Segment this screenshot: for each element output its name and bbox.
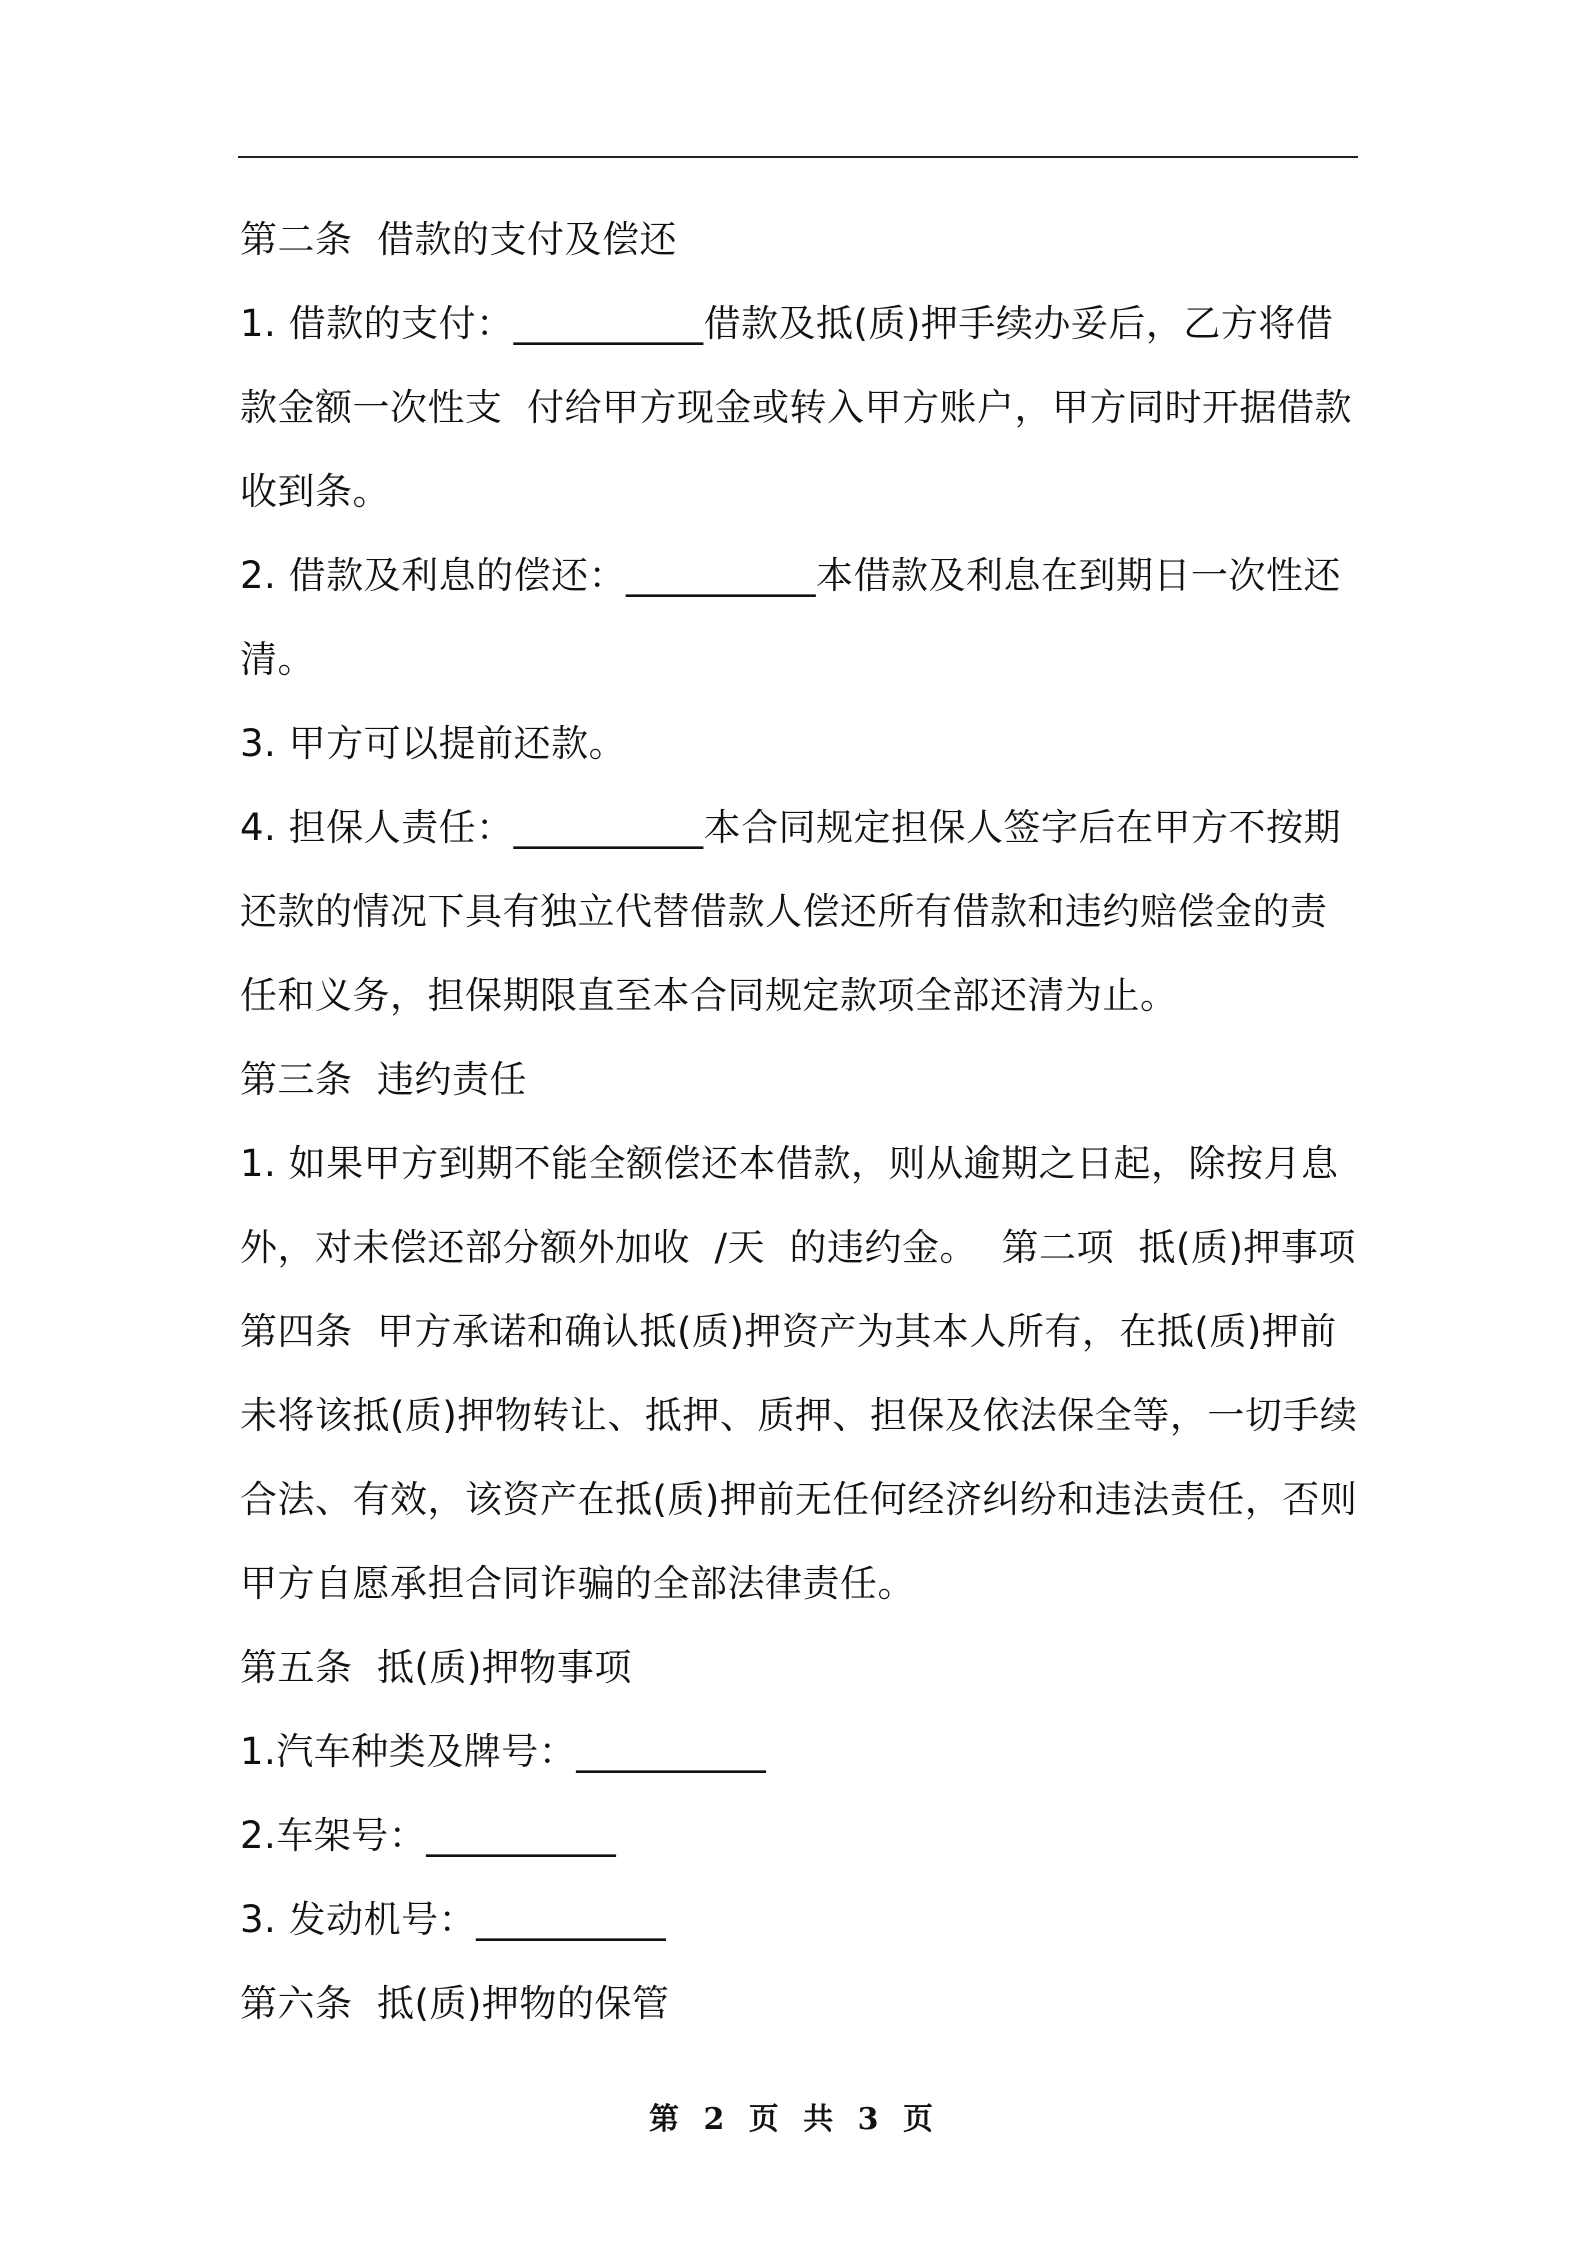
article-2-heading: 第二条 借款的支付及偿还 xyxy=(240,218,678,261)
field-vehicle-type-plate: 1.汽车种类及牌号：__________ xyxy=(240,1730,767,1773)
article-6-heading: 第六条 抵(质)押物的保管 xyxy=(240,1982,670,2025)
document-body xyxy=(240,198,1360,2046)
clause-2-4-guarantor-liability: 4. 担保人责任：__________本合同规定担保人签字后在甲方不按期还款的情况下具有独立代替借款人偿还所有借款和违约赔偿金的责任和义务，担保期限直至本合同规定款项全部还清为止。 xyxy=(240,806,1342,1017)
field-chassis-number: 2.车架号：__________ xyxy=(240,1814,617,1857)
article-3-heading: 第三条 违约责任 xyxy=(240,1058,528,1101)
article-5-heading: 第五条 抵(质)押物事项 xyxy=(240,1646,632,1689)
clause-2-1-loan-payment: 1. 借款的支付：__________借款及抵(质)押手续办妥后，乙方将借款金额一次性支 付给甲方现金或转入甲方账户，甲方同时开据借款收到条。 xyxy=(240,302,1353,513)
clause-3-1-default-penalty: 1. 如果甲方到期不能全额偿还本借款，则从逾期之日起，除按月息外，对未偿还部分额外加收 /天 的违约金。 第二项 抵(质)押事项 xyxy=(240,1142,1356,1269)
page-number-footer: 第 2 页 共 3 页 xyxy=(649,2102,937,2137)
clause-2-3-early-repayment: 3. 甲方可以提前还款。 xyxy=(240,722,627,765)
clause-2-2-repayment: 2. 借款及利息的偿还：__________本借款及利息在到期日一次性还清。 xyxy=(240,554,1342,681)
article-4-collateral-warranty: 第四条 甲方承诺和确认抵(质)押资产为其本人所有，在抵(质)押前未将该抵(质)押物转让、抵押、质押、担保及依法保全等，一切手续合法、有效，该资产在抵(质)押前无任何经济纠纷和违法责任，否则甲方自愿承担合同诈骗的全部法律责任。 xyxy=(240,1310,1358,1605)
field-engine-number: 3. 发动机号：__________ xyxy=(240,1898,667,1941)
header-divider xyxy=(238,156,1358,158)
